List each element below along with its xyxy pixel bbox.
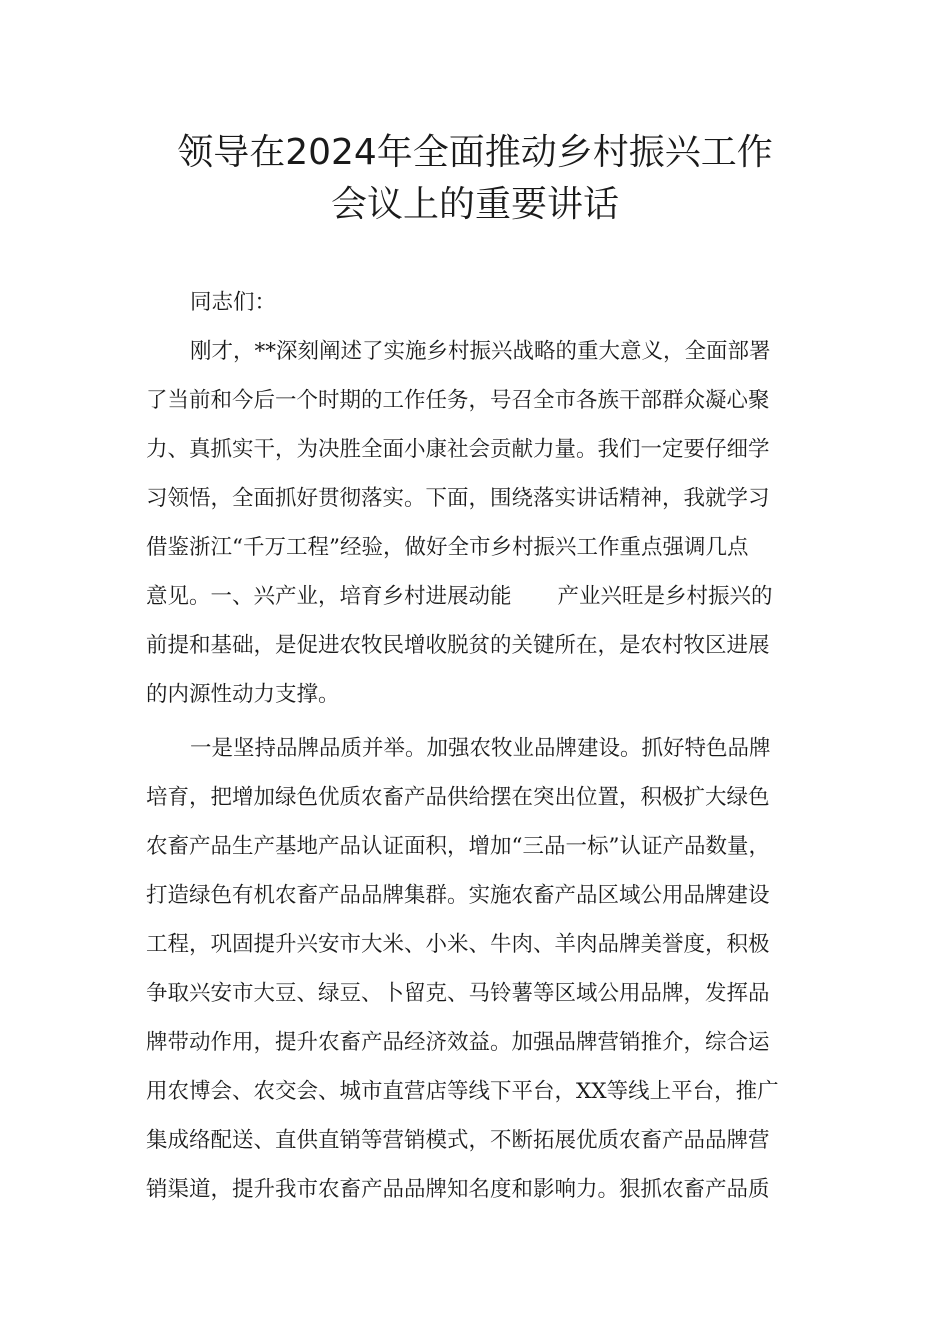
document-title-line-2: 会议上的重要讲话 [330,184,619,225]
section-heading: 意见。一、兴产业，培育乡村进展动能 [146,584,512,609]
paragraph-2 [146,724,826,1214]
paragraph-text: 产业兴旺是乡村振兴的 [557,584,773,609]
paragraph-line: 培育，把增加绿色优质农畜产品供给摆在突出位置，积极扩大绿色 [146,785,770,810]
paragraph-line: 集成络配送、直供直销等营销模式，不断拓展优质农畜产品品牌营 [146,1128,770,1153]
paragraph-line: 争取兴安市大豆、绿豆、卜留克、马铃薯等区域公用品牌，发挥品 [146,981,770,1006]
paragraph-line: 习领悟，全面抓好贯彻落实。下面，围绕落实讲话精神，我就学习 [146,486,770,511]
paragraph-line: 借鉴浙江“千万工程”经验，做好全市乡村振兴工作重点强调几点 [146,535,749,560]
paragraph-line: 前提和基础，是促进农牧民增收脱贫的关键所在，是农村牧区进展 [146,633,770,658]
paragraph-line: 一是坚持品牌品质并举。加强农牧业品牌建设。抓好特色品牌 [190,736,771,761]
paragraph-line: 销渠道，提升我市农畜产品品牌知名度和影响力。狠抓农畜产品质 [146,1177,770,1202]
paragraph-1 [146,327,826,719]
paragraph-line: 工程，巩固提升兴安市大米、小米、牛肉、羊肉品牌美誉度，积极 [146,932,770,957]
paragraph-line: 农畜产品生产基地产品认证面积，增加“三品一标”认证产品数量， [146,834,770,859]
paragraph-line: 刚才，**深刻阐述了实施乡村振兴战略的重大意义，全面部署 [190,339,771,364]
paragraph-line [146,572,826,621]
paragraph-line: 牌带动作用，提升农畜产品经济效益。加强品牌营销推介，综合运 [146,1030,770,1055]
paragraph-line: 了当前和今后一个时期的工作任务，号召全市各族干部群众凝心聚 [146,388,770,413]
paragraph-line: 打造绿色有机农畜产品品牌集群。实施农畜产品区域公用品牌建设 [146,883,770,908]
paragraph-line: 力、真抓实干，为决胜全面小康社会贡献力量。我们一定要仔细学 [146,437,770,462]
paragraph-line: 的内源性动力支撑。 [146,682,340,707]
salutation: 同志们： [190,290,277,315]
document-title-line-1: 领导在2024年全面推动乡村振兴工作 [177,132,773,173]
paragraph-line: 用农博会、农交会、城市直营店等线下平台，XX等线上平台，推广 [146,1079,779,1104]
